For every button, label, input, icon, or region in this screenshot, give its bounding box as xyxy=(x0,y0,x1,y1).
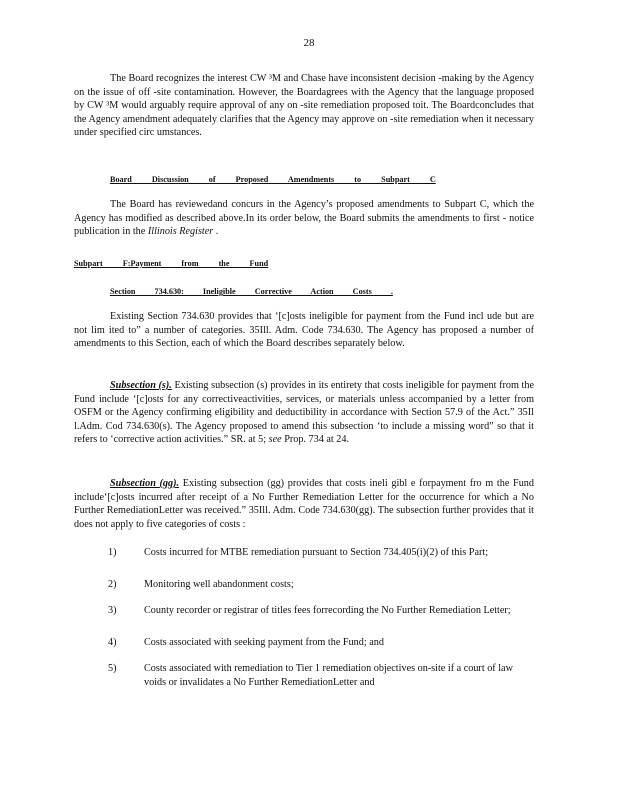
list-item-number: 2) xyxy=(108,579,117,590)
list-item xyxy=(108,546,528,578)
page-number: 28 xyxy=(303,37,315,49)
list-item-number: 1) xyxy=(108,547,117,558)
list-item-text: Costs incurred for MTBE remediation pursuant to Section 734.405(i)(2) of this Part; xyxy=(144,547,489,558)
list-item-text: Monitoring well abandonment costs; xyxy=(144,579,294,590)
paragraph-text: Existing subsection (s) provides in its entirety that costs ineligible for payment from the Fund include ‘[c]osts for any correctiveactivities, services, or materials unless accompanied by a letter from OSFM or the Agency confirming eligibility and deductibility in accordance with Section 57.9 of the Act.” 35Il l.Adm. Cod 734.630(s). The Agency proposed to amend this subsection ‘to include a missing word” so that it refers to ‘corrective action activities.” SR. at 5; xyxy=(74,380,534,446)
paragraph-end: . xyxy=(213,226,219,238)
paragraph-section-734-630 xyxy=(74,310,534,351)
list-item-number: 5) xyxy=(108,663,117,674)
paragraph-text: Existing Section 734.630 provides that ‘[c]osts ineligible for payment from the Fund incl ude but are not lim ited to” a number of categories. 35Ill. Adm. Code 734.630. The Agency has proposed a number of amendments to this Section, each of which the Board describes separately below. xyxy=(74,311,534,350)
paragraph-text: Existing subsection (gg) provides that costs ineli gibl e forpayment fro m the Fund include‘[c]osts incurred after receipt of a No Further Remediation Letter for the occurrence for which a No Further RemediationLetter was received.” 35Ill. Adm. Code 734.630(gg). The subsection further provides that it does not apply to five categories of costs : xyxy=(74,478,534,530)
heading-section-734-630: Section 734.630: Ineligible Corrective Action Costs . xyxy=(110,287,393,296)
paragraph-subsection-s xyxy=(74,379,534,447)
list-item-text: County recorder or registrar of titles fees forrecording the No Further Remediation Letter; xyxy=(144,605,511,616)
paragraph-text: The Board recognizes the interest CW ³M and Chase have inconsistent decision -making by the Agency on the issue of off -site contamination. However, the Boardagrees with the Agency that the language proposed by CW ³M would arguably require approval of any on -site remediation proposed toit. The Boardconcludes that the Agency amendment adequately clarifies that the Agency may approve on -site remediation when it necessary under specified circ umstances. xyxy=(74,73,534,139)
illinois-register-ref: Illinois Register xyxy=(147,226,214,238)
heading-subpart-f: Subpart F:Payment from the Fund xyxy=(74,259,269,268)
list-item xyxy=(108,662,528,694)
see-signal: see xyxy=(268,434,282,446)
paragraph-cw3m-chase xyxy=(74,72,534,140)
list-item xyxy=(108,578,528,604)
paragraph-text: The Board has reviewedand concurs in the Agency’s proposed amendments to Subpart C, which the Agency has modified as described above.In its order below, the Board submits the amendments to first - notice publication in the xyxy=(74,199,534,238)
paragraph-end: Prop. 734 at 24. xyxy=(281,434,349,446)
list-item-text: Costs associated with remediation to Tier 1 remediation objectives on-site if a court of law voids or invalidates a No Further RemediationLetter and xyxy=(144,663,513,688)
subsection-gg-label: Subsection (gg). xyxy=(110,478,180,489)
subsection-s-label: Subsection (s). xyxy=(110,380,172,391)
list-item-number: 4) xyxy=(108,637,117,648)
list-item-number: 3) xyxy=(108,605,117,616)
list-item-text: Costs associated with seeking payment from the Fund; and xyxy=(144,637,384,648)
list-item xyxy=(108,604,528,636)
list-item xyxy=(108,636,528,662)
heading-board-discussion-subpart-c: Board Discussion of Proposed Amendments to Subpart C xyxy=(110,175,436,184)
paragraph-subsection-gg xyxy=(74,477,534,531)
cost-categories-list xyxy=(108,546,528,694)
paragraph-board-concurs xyxy=(74,198,534,239)
